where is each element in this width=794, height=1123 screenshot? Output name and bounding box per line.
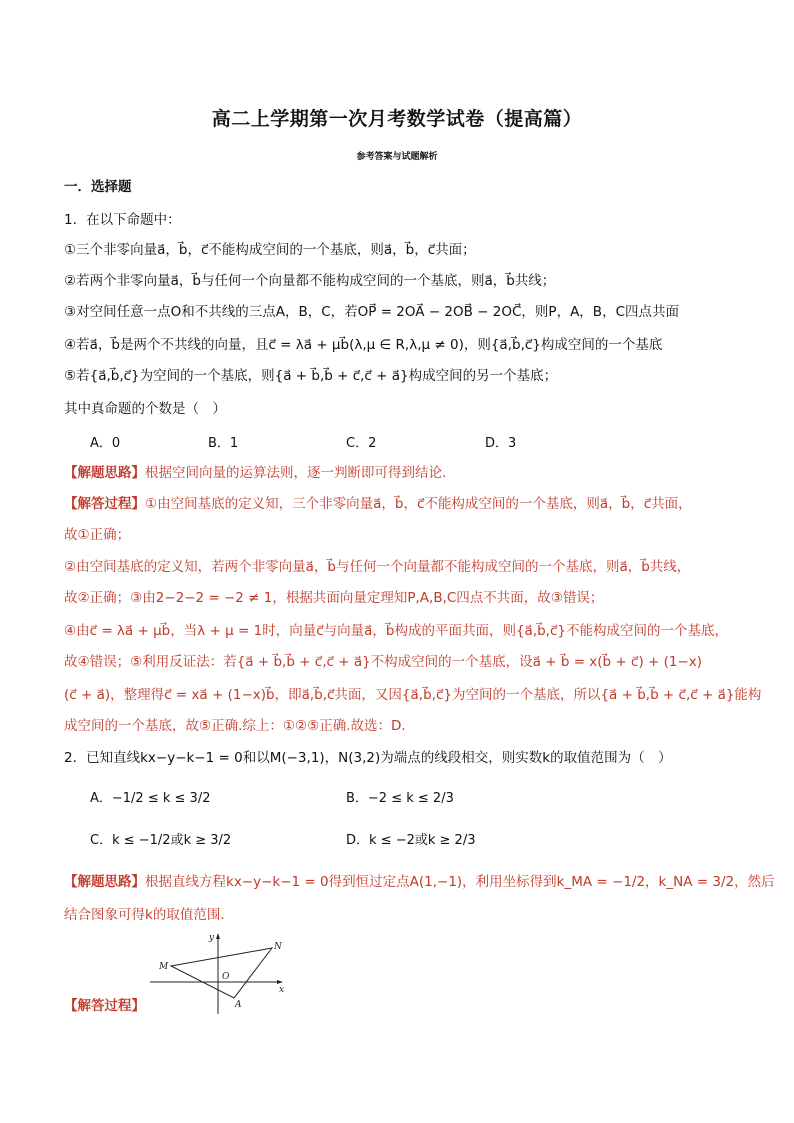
q1-stem: 1．在以下命题中： <box>64 212 181 228</box>
q2-process <box>64 997 145 1015</box>
label-n: N <box>274 942 282 952</box>
q1-solution-line-5: ④由c⃗ = λa⃗ + μb⃗，当λ + μ = 1时，向量c⃗与向量a⃗，b⃗构成的平面共面，则{a⃗,b⃗,c⃗}不能构成空间的一个基底， <box>64 623 728 639</box>
q1-solution-line-6: 故④错误；⑤利用反证法：若{a⃗ + b⃗,b⃗ + c⃗,c⃗ + a⃗}不构成空间的一个基底，设a⃗ + b⃗ = x(b⃗ + c⃗) + (1−x) <box>64 654 703 670</box>
process-label: 【解答过程】 <box>64 998 145 1014</box>
q2-thinking <box>64 873 775 891</box>
q1-solution-line-4: 故②正确；③由2−2−2 = −2 ≠ 1，根据共面向量定理知P,A,B,C四点不共面，故③错误； <box>64 590 604 606</box>
label-y: y <box>208 933 214 943</box>
q1-solution-line-1 <box>64 495 692 513</box>
label-o: O <box>222 972 230 982</box>
label-m: M <box>159 962 169 972</box>
q2-option-c: C．k ≤ −1/2或k ≥ 3/2 <box>90 833 232 848</box>
coordinate-figure <box>146 928 296 1018</box>
q1-proposition-4: ④若a⃗，b⃗是两个不共线的向量，且c⃗ = λa⃗ + μb⃗(λ,μ ∈ R,λ,μ ≠ 0)，则{a⃗,b⃗,c⃗}构成空间的一个基底 <box>64 337 663 353</box>
q1-option-d: D．3 <box>485 436 517 451</box>
y-axis-arrow <box>216 933 220 939</box>
page-title: 高二上学期第一次月考数学试卷（提高篇） <box>211 108 583 130</box>
q2-thinking-line-2: 结合图象可得k的取值范围. <box>64 907 225 923</box>
q1-solution-line-8: 成空间的一个基底，故⑤正确.综上：①②⑤正确.故选：D. <box>64 718 406 734</box>
section-heading: 一．选择题 <box>64 179 132 195</box>
solution-text: ①由空间基底的定义知，三个非零向量a⃗，b⃗，c⃗不能构成空间的一个基底，则a⃗，b⃗，c⃗共面， <box>145 496 692 512</box>
label-a: A <box>235 1000 242 1010</box>
thinking-label: 【解题思路】 <box>64 465 145 481</box>
x-axis-arrow <box>277 980 283 984</box>
q1-option-c: C．2 <box>346 436 377 451</box>
q1-question: 其中真命题的个数是（ ） <box>64 401 226 417</box>
q1-proposition-5: ⑤若{a⃗,b⃗,c⃗}为空间的一个基底，则{a⃗ + b⃗,b⃗ + c⃗,c⃗ + a⃗}构成空间的另一个基底； <box>64 368 558 384</box>
page-subtitle: 参考答案与试题解析 <box>356 152 438 162</box>
q2-option-b: B．−2 ≤ k ≤ 2/3 <box>346 791 454 806</box>
q2-option-a: A．−1/2 ≤ k ≤ 3/2 <box>90 791 211 806</box>
thinking-text: 根据空间向量的运算法则，逐一判断即可得到结论. <box>145 465 447 481</box>
thinking-label: 【解题思路】 <box>64 874 145 890</box>
q2-option-d: D．k ≤ −2或k ≥ 2/3 <box>346 833 476 848</box>
q1-proposition-2: ②若两个非零向量a⃗，b⃗与任何一个向量都不能构成空间的一个基底，则a⃗，b⃗共线； <box>64 273 556 289</box>
thinking-text: 根据直线方程kx−y−k−1 = 0得到恒过定点A(1,−1)，利用坐标得到k_MA = −1/2，k_NA = 3/2，然后 <box>145 874 775 890</box>
label-x: x <box>279 985 285 995</box>
q1-proposition-1: ①三个非零向量a⃗，b⃗，c⃗不能构成空间的一个基底，则a⃗，b⃗，c⃗共面； <box>64 242 476 258</box>
q1-solution-line-2: 故①正确； <box>64 527 131 543</box>
q1-option-b: B．1 <box>208 436 239 451</box>
q1-option-a: A．0 <box>90 436 121 451</box>
q1-proposition-3: ③对空间任意一点O和不共线的三点A，B，C，若OP⃗ = 2OA⃗ − 2OB⃗ − 2OC⃗，则P，A，B，C四点共面 <box>64 304 679 320</box>
q1-solution-line-3: ②由空间基底的定义知，若两个非零向量a⃗，b⃗与任何一个向量都不能构成空间的一个基底，则a⃗，b⃗共线， <box>64 559 691 575</box>
q1-solution-line-7: (c⃗ + a⃗)，整理得c⃗ = xa⃗ + (1−x)b⃗，即a⃗,b⃗,c⃗共面，又因{a⃗,b⃗,c⃗}为空间的一个基底，所以{a⃗ + b⃗,b⃗ + c⃗,c⃗ + a⃗}能构 <box>64 687 762 703</box>
process-label: 【解答过程】 <box>64 496 145 512</box>
q2-stem: 2．已知直线kx−y−k−1 = 0和以M(−3,1)，N(3,2)为端点的线段相交，则实数k的取值范围为（ ） <box>64 750 672 766</box>
q1-thinking <box>64 464 446 482</box>
